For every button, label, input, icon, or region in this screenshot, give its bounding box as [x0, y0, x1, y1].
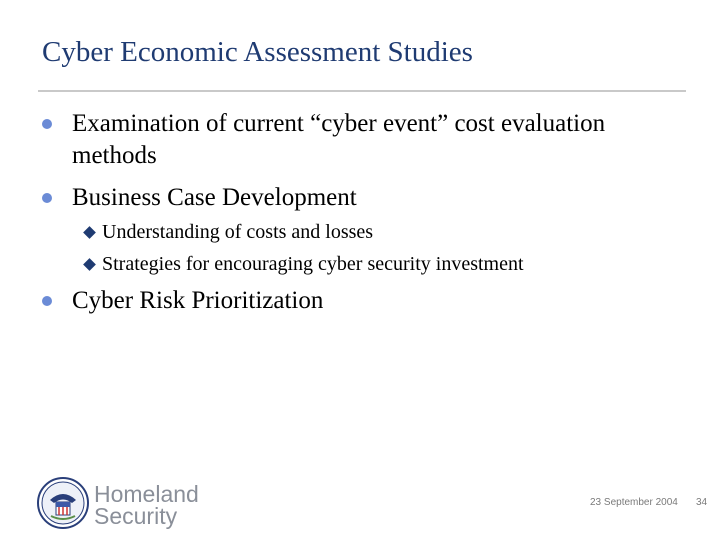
bullet-dot-icon [42, 193, 52, 203]
bullet-item-1-line1: Examination of current “cyber event” cost evaluation [72, 110, 606, 137]
page-number: 34 [696, 497, 708, 508]
sub-bullet-item-2: Strategies for encouraging cyber security investment [102, 253, 524, 275]
bullet-item-3: Cyber Risk Prioritization [72, 287, 324, 314]
footer-date: 23 September 2004 [590, 497, 678, 508]
sub-bullet-diamond-icon [83, 226, 96, 239]
slide-title: Cyber Economic Assessment Studies [42, 36, 473, 68]
bullet-item-2: Business Case Development [72, 184, 357, 211]
bullet-item-1 [72, 108, 682, 172]
bullet-dot-icon [42, 296, 52, 306]
title-divider [38, 90, 686, 92]
bullet-item-1-line2: methods [72, 142, 157, 169]
homeland-security-logo [36, 476, 236, 532]
sub-bullet-item-1: Understanding of costs and losses [102, 221, 374, 243]
sub-bullet-diamond-icon [83, 258, 96, 271]
bullet-dot-icon [42, 119, 52, 129]
logo-text-homeland: Homeland [94, 481, 199, 507]
dhs-seal-icon [36, 476, 90, 530]
logo-text-security: Security [94, 503, 178, 529]
